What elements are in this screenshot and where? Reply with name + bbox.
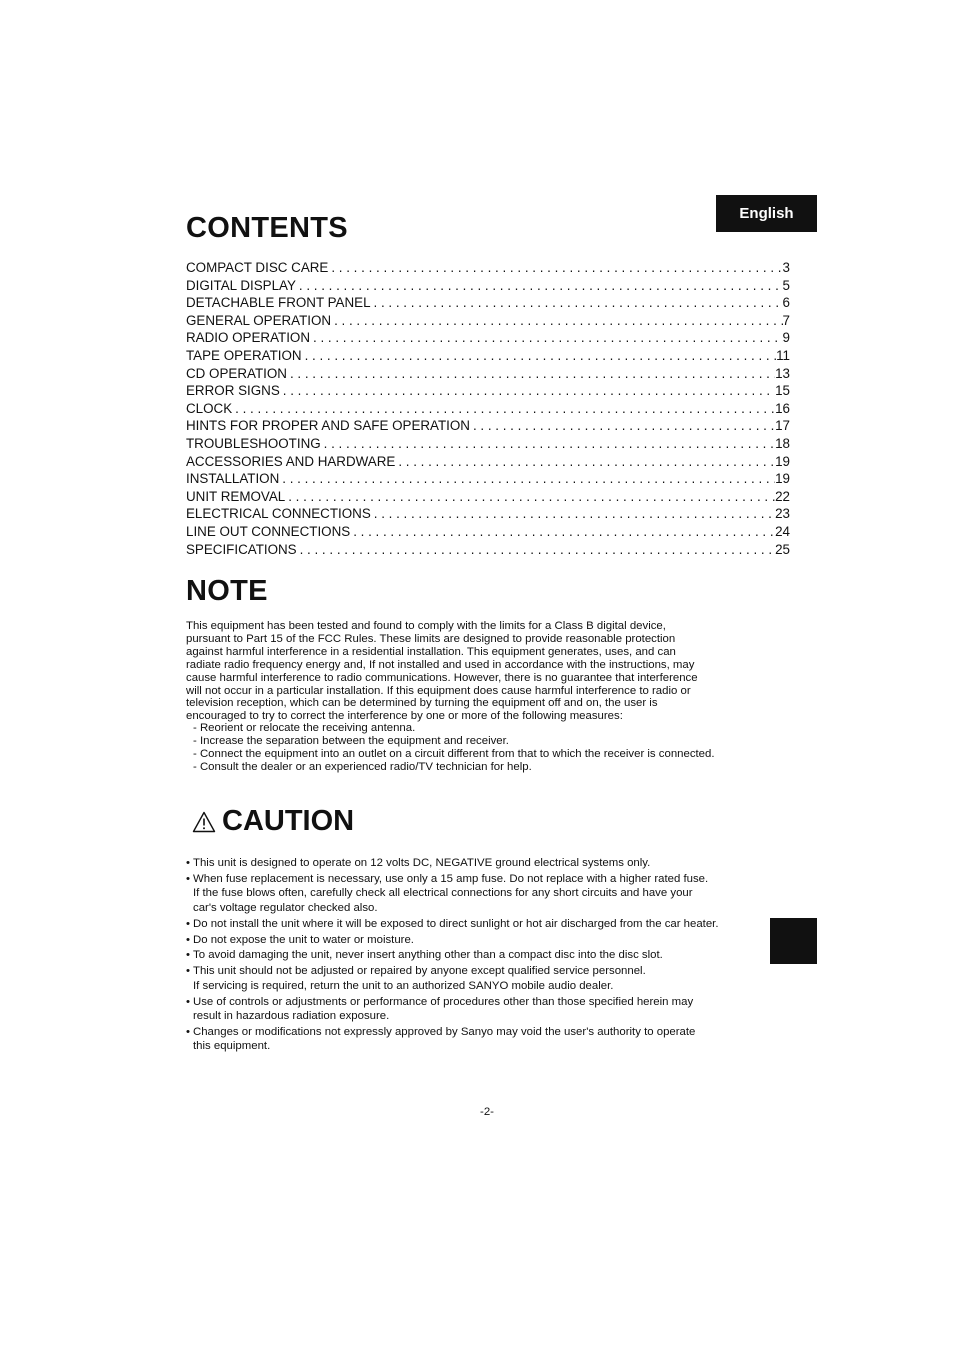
toc-entry-page: 3 bbox=[782, 260, 790, 275]
caution-item-line: • Use of controls or adjustments or performance of procedures other than those specified herein may bbox=[193, 995, 694, 1008]
toc-entry[interactable] bbox=[186, 294, 790, 312]
toc-entry[interactable] bbox=[186, 505, 790, 523]
toc-leader bbox=[395, 453, 775, 471]
measure-item: - Reorient or relocate the receiving antenna. bbox=[193, 722, 416, 734]
toc-entry-title: UNIT REMOVAL bbox=[186, 488, 286, 504]
toc-leader bbox=[285, 488, 775, 506]
caution-item bbox=[186, 948, 778, 962]
caution-item-line: • Changes or modifications not expressly approved by Sanyo may void the user's authority to operate bbox=[193, 1025, 696, 1038]
toc-leader bbox=[371, 294, 783, 312]
toc-entry-title: ACCESSORIES AND HARDWARE bbox=[186, 453, 396, 469]
toc-entry[interactable] bbox=[186, 329, 790, 347]
toc-entry[interactable] bbox=[186, 453, 790, 471]
toc-entry-title: LINE OUT CONNECTIONS bbox=[186, 523, 351, 539]
measure-item: - Connect the equipment into an outlet on a circuit different from that to which the receiver is connected. bbox=[193, 747, 715, 760]
toc-entry[interactable] bbox=[186, 435, 790, 453]
caution-item-line: • This unit is designed to operate on 12 volts DC, NEGATIVE ground electrical systems only. bbox=[193, 857, 651, 869]
toc-entry[interactable] bbox=[186, 347, 790, 365]
toc-entry-title: INSTALLATION bbox=[186, 471, 280, 487]
toc-entry-page: 17 bbox=[775, 418, 790, 434]
note-line: cause harmful interference to radio communications. However, there is no guarantee that interference bbox=[186, 671, 698, 684]
toc-entry-page: 19 bbox=[775, 471, 790, 487]
toc-entry-title: RADIO OPERATION bbox=[186, 330, 310, 346]
toc-entry[interactable] bbox=[186, 277, 790, 295]
warning-triangle-icon bbox=[192, 811, 216, 833]
toc-entry-page: 19 bbox=[775, 453, 790, 469]
toc-leader bbox=[296, 277, 783, 295]
toc-leader bbox=[310, 329, 783, 347]
toc-entry-page: 6 bbox=[782, 295, 790, 311]
interference-measures-list bbox=[193, 722, 793, 774]
note-line: This equipment has been tested and found to comply with the limits for a Class B digital device, bbox=[186, 620, 666, 632]
toc-entry-title: HINTS FOR PROPER AND SAFE OPERATION bbox=[186, 418, 470, 434]
language-tab: English bbox=[716, 195, 817, 232]
caution-list bbox=[186, 856, 778, 1055]
toc-entry-title: ERROR SIGNS bbox=[186, 383, 280, 399]
toc-leader bbox=[302, 347, 777, 365]
caution-item-line: • Do not expose the unit to water or moisture. bbox=[193, 933, 414, 946]
toc-leader bbox=[321, 435, 775, 453]
toc-leader bbox=[280, 382, 775, 400]
caution-title: CAUTION bbox=[222, 805, 355, 837]
caution-item bbox=[186, 917, 778, 931]
toc-entry-page: 7 bbox=[782, 312, 790, 328]
measure-item: - Consult the dealer or an experienced radio/TV technician for help. bbox=[193, 760, 532, 773]
toc-entry[interactable] bbox=[186, 417, 790, 435]
caution-item-line: • When fuse replacement is necessary, use only a 15 amp fuse. Do not replace with a higher rated fuse. bbox=[193, 872, 709, 885]
toc-entry-title: CLOCK bbox=[186, 400, 233, 416]
page-number: -2- bbox=[480, 1106, 494, 1118]
toc-entry-page: 25 bbox=[775, 541, 790, 557]
toc-entry[interactable] bbox=[186, 382, 790, 400]
toc-entry[interactable] bbox=[186, 365, 790, 383]
toc-leader bbox=[232, 400, 775, 418]
toc-leader bbox=[350, 523, 775, 541]
caution-item-line: • To avoid damaging the unit, never insert anything other than a compact disc into the disc slot. bbox=[193, 949, 663, 962]
caution-item bbox=[186, 1025, 778, 1054]
caution-item-line: • This unit should not be adjusted or repaired by anyone except qualified service personnel. bbox=[193, 965, 646, 978]
measure-item: - Increase the separation between the equipment and receiver. bbox=[193, 734, 509, 747]
note-line: against harmful interference in a residential installation. This equipment generates, uses, and can bbox=[186, 645, 676, 658]
toc-leader bbox=[331, 312, 782, 330]
toc-leader bbox=[328, 259, 782, 277]
caution-item bbox=[186, 856, 778, 870]
toc-entry-title: ELECTRICAL CONNECTIONS bbox=[186, 506, 371, 522]
toc-leader bbox=[279, 470, 775, 488]
caution-item-line: this equipment. bbox=[193, 1040, 271, 1053]
caution-item-line: • Do not install the unit where it will be exposed to direct sunlight or hot air discharged from the car heater. bbox=[193, 917, 719, 930]
toc-entry-title: DETACHABLE FRONT PANEL bbox=[186, 295, 371, 311]
toc-entry-title: SPECIFICATIONS bbox=[186, 541, 297, 557]
toc-entry-title: GENERAL OPERATION bbox=[186, 312, 332, 328]
toc-entry-title: COMPACT DISC CARE bbox=[186, 260, 329, 275]
caution-item-line: result in hazardous radiation exposure. bbox=[193, 1010, 390, 1023]
table-of-contents bbox=[186, 259, 790, 558]
note-line: radiate radio frequency energy and, If not installed and used in accordance with the instructions, may bbox=[186, 658, 695, 671]
caution-item bbox=[186, 964, 778, 993]
caution-item-line: If servicing is required, return the unit to an authorized SANYO mobile audio dealer. bbox=[193, 979, 614, 992]
note-line: pursuant to Part 15 of the FCC Rules. These limits are designed to provide reasonable protection bbox=[186, 632, 676, 645]
toc-entry-page: 13 bbox=[775, 365, 790, 381]
caution-item bbox=[186, 872, 778, 915]
note-line: encouraged to try to correct the interference by one or more of the following measures: bbox=[186, 710, 623, 723]
toc-entry-page: 15 bbox=[775, 383, 790, 399]
caution-item bbox=[186, 995, 778, 1024]
toc-entry-title: DIGITAL DISPLAY bbox=[186, 277, 296, 293]
toc-entry[interactable] bbox=[186, 470, 790, 488]
toc-entry-page: 22 bbox=[775, 488, 790, 504]
toc-entry[interactable] bbox=[186, 541, 790, 559]
toc-leader bbox=[371, 505, 775, 523]
toc-entry-page: 11 bbox=[776, 347, 790, 363]
caution-header bbox=[192, 805, 354, 838]
toc-entry-title: CD OPERATION bbox=[186, 365, 287, 381]
toc-entry-title: TROUBLESHOOTING bbox=[186, 435, 321, 451]
caution-item-line: car's voltage regulator checked also. bbox=[193, 901, 378, 914]
toc-entry[interactable] bbox=[186, 259, 790, 277]
caution-item bbox=[186, 933, 778, 947]
note-line: will not occur in a particular installation. If this equipment does cause harmful interference to radio or bbox=[186, 684, 691, 697]
toc-entry-page: 16 bbox=[775, 400, 790, 416]
toc-entry-page: 9 bbox=[782, 330, 790, 346]
toc-entry-page: 23 bbox=[775, 506, 790, 522]
toc-entry-page: 24 bbox=[775, 523, 790, 539]
toc-entry-title: TAPE OPERATION bbox=[186, 347, 302, 363]
caution-item-line: If the fuse blows often, carefully check all electrical connections for any short circuits and have your bbox=[193, 887, 693, 900]
toc-entry[interactable] bbox=[186, 312, 790, 330]
note-title: NOTE bbox=[186, 575, 268, 607]
note-paragraph bbox=[186, 620, 786, 723]
toc-leader bbox=[287, 365, 775, 383]
toc-leader bbox=[470, 417, 775, 435]
toc-entry-page: 5 bbox=[782, 277, 790, 293]
note-line: television reception, which can be determined by turning the equipment off and on, the user is bbox=[186, 697, 658, 710]
toc-entry-page: 18 bbox=[775, 435, 790, 451]
toc-leader bbox=[297, 541, 775, 559]
contents-title: CONTENTS bbox=[186, 212, 348, 244]
toc-entry[interactable] bbox=[186, 488, 790, 506]
toc-entry[interactable] bbox=[186, 523, 790, 541]
toc-entry[interactable] bbox=[186, 400, 790, 418]
